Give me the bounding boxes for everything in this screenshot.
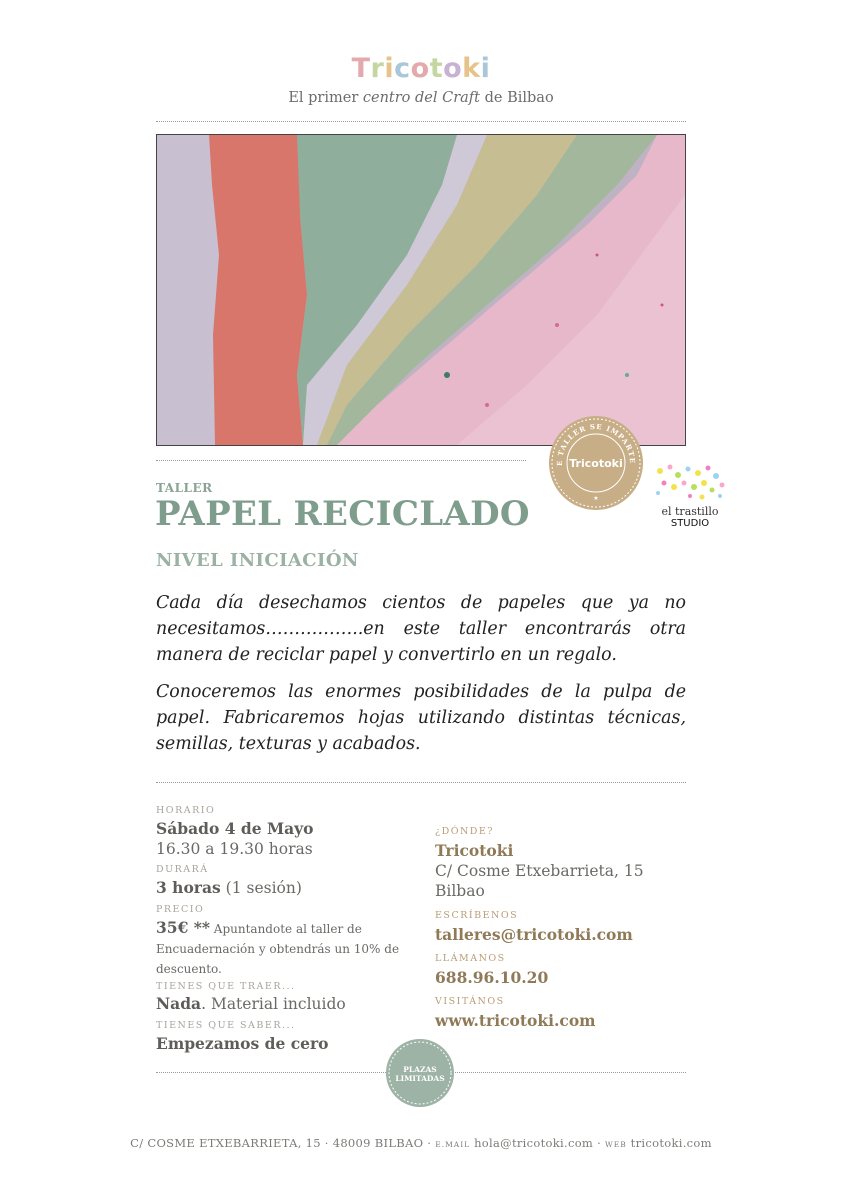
divider-middle bbox=[156, 782, 686, 783]
footer-email-link[interactable]: hola@tricotoki.com bbox=[470, 1136, 594, 1150]
duracion-bold: 3 horas bbox=[156, 878, 221, 897]
precio-note-3: descuento. bbox=[156, 962, 222, 976]
logo-letter: r bbox=[370, 53, 385, 84]
workshop-level: NIVEL INICIACIÓN bbox=[156, 550, 359, 571]
seal-ring-text: E TALLER SE IMPARTE bbox=[554, 421, 638, 467]
tricotoki-logo bbox=[0, 52, 842, 86]
logo-letter: c bbox=[394, 53, 411, 84]
logo-letter: T bbox=[351, 53, 371, 84]
saber-label: TIENES QUE SABER... bbox=[156, 1020, 296, 1031]
tricotoki-seal-badge bbox=[549, 416, 643, 510]
divider-photo bbox=[156, 460, 526, 461]
el-trastillo-logo bbox=[650, 463, 730, 533]
plazas-limitadas-badge bbox=[386, 1039, 454, 1107]
precio-label: PRECIO bbox=[156, 904, 205, 915]
description-paragraph-1: Cada día desechamos cientos de papeles que ya no necesitamos……………..en este taller encontrarás otra manera de reciclar papel y convertirlo en un regalo. bbox=[156, 593, 686, 665]
phone-link[interactable]: 688.96.10.20 bbox=[435, 968, 549, 987]
precio-note-2: Encuadernación y obtendrás un 10% de bbox=[156, 942, 400, 956]
seal-star: ★ bbox=[593, 495, 599, 502]
logo-letter: o bbox=[410, 53, 430, 84]
precio-note-1: Apuntandote al taller de bbox=[209, 922, 362, 936]
precio-bold: 35€ ** bbox=[156, 918, 210, 937]
info-right-column bbox=[435, 826, 685, 1030]
seal-center-text: Tricotoki bbox=[569, 457, 623, 470]
partner-line2: STUDIO bbox=[670, 518, 710, 529]
footer-address: C/ COSME ETXEBARRIETA, 15 · 48009 BILBAO · bbox=[130, 1136, 436, 1150]
confetti-dots bbox=[650, 463, 730, 503]
workshop-title: PAPEL RECICLADO bbox=[155, 494, 530, 534]
donde-name: Tricotoki bbox=[435, 841, 514, 860]
partner-line1: el trastillo bbox=[661, 505, 719, 518]
tagline-post: de Bilbao bbox=[480, 90, 554, 106]
plazas-graphic bbox=[386, 1039, 454, 1107]
seal-graphic bbox=[549, 416, 643, 510]
donde-street: C/ Cosme Etxebarrieta, 15 bbox=[435, 862, 644, 880]
logo-letter: i bbox=[480, 53, 491, 84]
footer-sep: · bbox=[593, 1136, 606, 1150]
duracion-rest: (1 sesión) bbox=[220, 879, 302, 897]
footer-email-label: E.MAIL bbox=[435, 1140, 471, 1149]
tagline-italic: centro del Craft bbox=[362, 90, 480, 106]
horario-time: 16.30 a 19.30 horas bbox=[156, 840, 313, 858]
footer-web-link[interactable]: tricotoki.com bbox=[626, 1136, 712, 1150]
recycled-paper-photo bbox=[156, 134, 686, 446]
horario-date: Sábado 4 de Mayo bbox=[156, 819, 314, 838]
divider-top bbox=[156, 121, 686, 122]
logo-letter: i bbox=[384, 53, 395, 84]
horario-label: HORARIO bbox=[156, 805, 216, 816]
logo-letter: k bbox=[462, 53, 481, 84]
duracion-label: DURARÁ bbox=[156, 864, 209, 875]
saber-value: Empezamos de cero bbox=[156, 1034, 329, 1053]
donde-label: ¿DÓNDE? bbox=[435, 826, 494, 837]
description-paragraph-2: Conoceremos las enormes posibilidades de la pulpa de papel. Fabricaremos hojas utilizando distintas técnicas, semillas, texturas y acabados. bbox=[156, 682, 686, 754]
paper-illustration bbox=[157, 135, 685, 445]
phone-label: LLÁMANOS bbox=[435, 953, 506, 964]
info-left-column bbox=[156, 805, 406, 1054]
web-link[interactable]: www.tricotoki.com bbox=[435, 1011, 596, 1030]
plazas-line2: LIMITADAS bbox=[395, 1074, 445, 1083]
logo-letter: o bbox=[443, 53, 463, 84]
plazas-line1: PLAZAS bbox=[403, 1065, 437, 1074]
email-label: ESCRÍBENOS bbox=[435, 910, 519, 921]
logo-letter: t bbox=[429, 53, 444, 84]
tagline bbox=[0, 90, 842, 106]
donde-city: Bilbao bbox=[435, 882, 485, 900]
traer-bold: Nada bbox=[156, 994, 202, 1013]
tagline-pre: El primer bbox=[288, 90, 363, 106]
email-link[interactable]: talleres@tricotoki.com bbox=[435, 925, 633, 944]
taller-kicker: TALLER bbox=[156, 481, 213, 495]
footer bbox=[0, 1136, 842, 1150]
traer-rest: . Material incluido bbox=[201, 995, 346, 1013]
traer-label: TIENES QUE TRAER... bbox=[156, 981, 296, 992]
footer-web-label: WEB bbox=[605, 1140, 627, 1149]
web-label: VISITÁNOS bbox=[435, 996, 505, 1007]
